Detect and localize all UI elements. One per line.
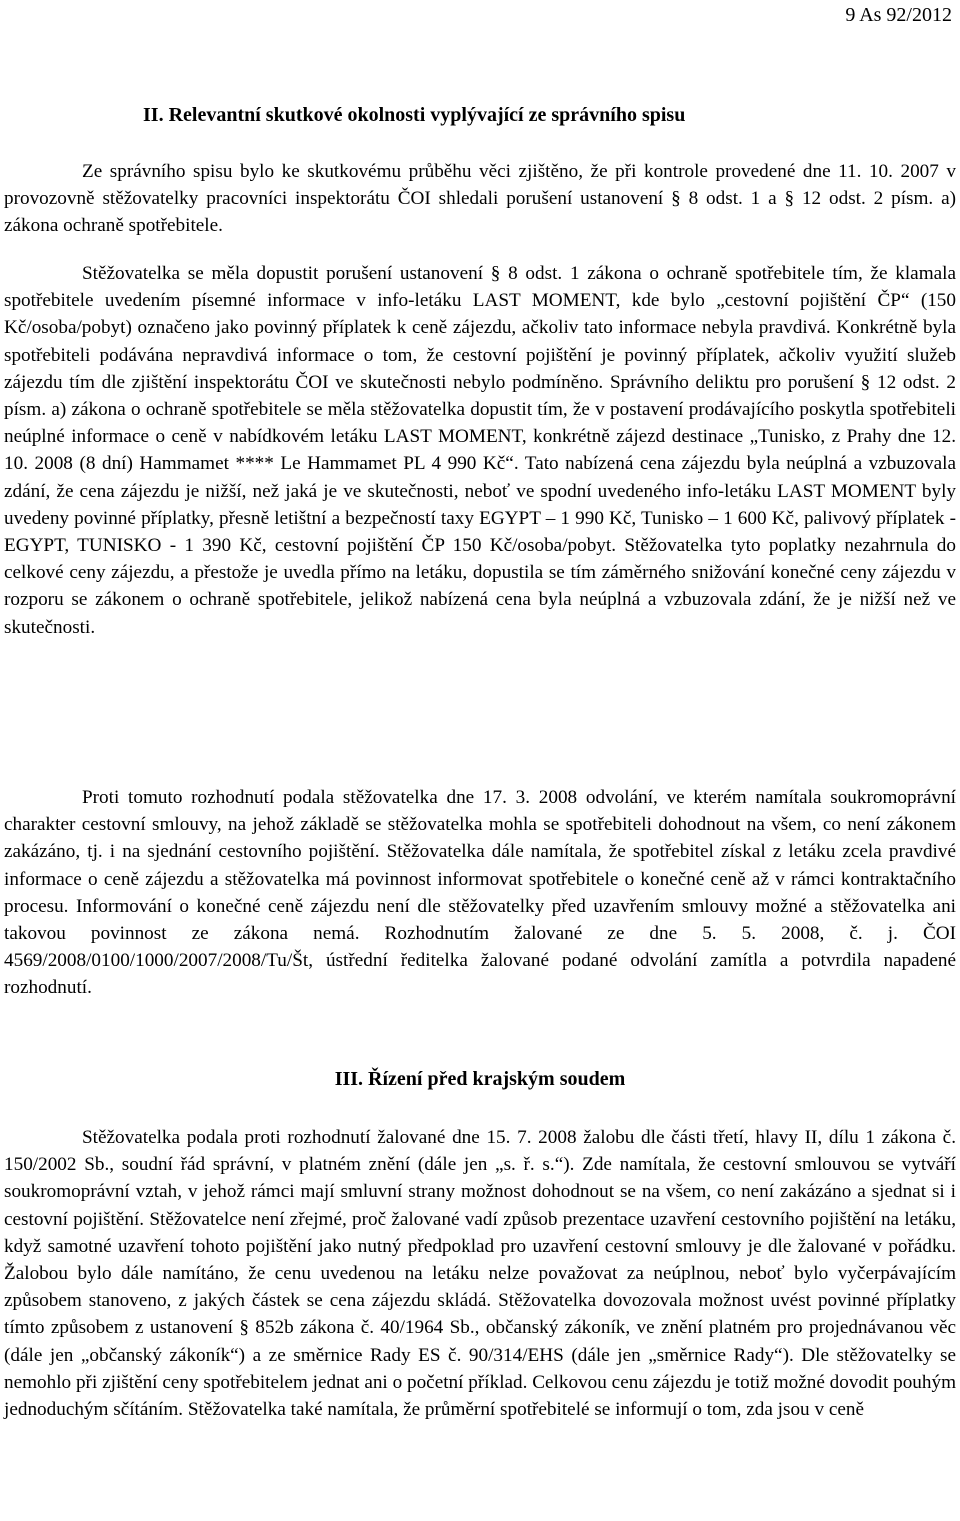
- paragraph: Stěžovatelka podala proti rozhodnutí žalované dne 15. 7. 2008 žalobu dle části třetí, hlavy II, dílu 1 zákona č. 150/2002 Sb., soudní řád správní, v platném znění (dále jen „s. ř. s.“). Zde namítala, že cestovní smlouvou se vytváří soukromoprávní vztah, v jehož rámci mají smluvní strany možnost dohodnout se na všem, co není zakázáno a sjednat si i cestovní pojištění. Stěžovatelce není zřejmé, proč žalované vadí způsob prezentace uzavření cestovního pojištění na letáku, když samotné uzavření tohoto pojištění jako nutný předpoklad pro uzavření cestovní smlouvy je dle žalované v pořádku. Žalobou bylo dále namítáno, že cenu uvedenou na letáku nelze považovat za neúplnou, neboť bylo vyčerpávajícím způsobem stanoveno, z jakých částek se cena zájezdu skládá. Stěžovatelka dovozovala možnost uvést povinné příplatky tímto způsobem z ustanovení § 852b zákona č. 40/1964 Sb., občanský zákoník, ve znění platném pro projednávanou věc (dále jen „občanský zákoník“) a ze směrnice Rady ES č. 90/314/EHS (dále jen „směrnice Rady“). Dle stěžovatelky se nemohlo při zjištění ceny spotřebitelem jednat ani o početní příklad. Celkovou cenu zájezdu je totiž možné dovodit pouhým jednoduchým sčítáním. Stěžovatelka také namítala, že průměrní spotřebitelé se informují o tom, zda jsou v ceně: [4, 1127, 956, 1421]
- paragraph: Ze správního spisu bylo ke skutkovému průběhu věci zjištěno, že při kontrole provedené dne 11. 10. 2007 v provozovně stěžovatelky pracovníci inspektorátu ČOI shledali porušení ustanovení § 8 odst. 1 a § 12 odst. 2 písm. a) zákona ochraně spotřebitele.: [4, 161, 956, 237]
- paragraph: Stěžovatelka se měla dopustit porušení ustanovení § 8 odst. 1 zákona o ochraně spotřebitele tím, že klamala spotřebitele uvedením písemné informace v info-letáku LAST MOMENT, kde bylo „cestovní pojištění ČP“ (150 Kč/osoba/pobyt) označeno jako povinný příplatek k ceně zájezdu, ačkoliv tato informace nebyla pravdivá. Konkrétně byla spotřebiteli podávána nepravdivá informace o tom, že cestovní pojištění je povinný příplatek, ačkoliv využití služeb zájezdu tím dle zjištění inspektorátu ČOI ve skutečnosti nebylo podmíněno. Správního deliktu pro porušení § 12 odst. 2 písm. a) zákona o ochraně spotřebitele se měla stěžovatelka dopustit tím, že v postavení prodávajícího poskytla spotřebiteli neúplné informace o ceně v nabídkovém letáku LAST MOMENT, konkrétně zájezd destinace „Tunisko, z Prahy dne 12. 10. 2008 (8 dní) Hammamet **** Le Hammamet PL 4 990 Kč“. Tato nabízená cena zájezdu byla neúplná a vzbuzovala zdání, že cena zájezdu je nižší, než jaká je ve skutečnosti, neboť ve spodní uvedeného info-letáku LAST MOMENT byly uvedeny povinné příplatky, přesně letištní a bezpečností taxy EGYPT – 1 990 Kč, Tunisko – 1 600 Kč, palivový příplatek - EGYPT, TUNISKO - 1 390 Kč, cestovní pojištění ČP 150 Kč/osoba/pobyt. Stěžovatelka tyto poplatky nezahrnula do celkové ceny zájezdu, a přestože je uvedla přímo na letáku, dopustila se tím záměrného snižování konečné ceny zájezdu v rozporu se zákonem o ochraně spotřebitele, jelikož nabízená cena byla neúplná a vzbuzovala zdání, že je nižší než ve skutečnosti.: [4, 263, 956, 638]
- section-2-heading: II. Relevantní skutkové okolnosti vyplývající ze správního spisu: [143, 104, 686, 126]
- section-3-heading: III. Řízení před krajským soudem: [334, 1068, 626, 1090]
- paragraph: Proti tomuto rozhodnutí podala stěžovatelka dne 17. 3. 2008 odvolání, ve kterém namítala soukromoprávní charakter cestovní smlouvy, na jehož základě se stěžovatelka mohla se spotřebiteli dohodnout na všem, co není zákonem zakázáno, tj. i na sjednání cestovního pojištění. Stěžovatelka dále namítala, že spotřebitel získal z letáku zcela pravdivé informace o ceně zájezdu a stěžovatelka má povinnost informovat spotřebitele o konečné ceně až v rámci kontraktačního procesu. Informování o konečné ceně zájezdu není dle stěžovatelky před uzavřením smlouvy možné a stěžovatelka ani takovou povinnost ze zákona nemá. Rozhodnutím žalované ze dne 5. 5. 2008, č. j. ČOI 4569/2008/0100/1000/2007/2008/Tu/Št, ústřední ředitelka žalované podané odvolání zamítla a potvrdila napadené rozhodnutí.: [4, 787, 956, 999]
- case-number: 9 As 92/2012: [845, 4, 952, 26]
